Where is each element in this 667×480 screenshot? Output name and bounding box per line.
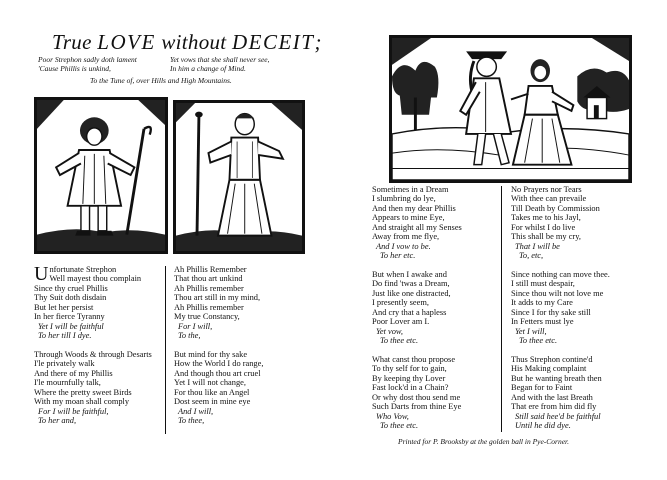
verse-line: That I will be xyxy=(515,241,560,251)
printer-imprint: Printed for P. Brooksby at the golden ball in Pye-Corner. xyxy=(398,437,570,446)
argument-line: Poor Strephon sadly doth lament xyxy=(38,55,137,64)
verse-line: I'le mournfully talk, xyxy=(34,378,101,388)
verse-line: I'le privately walk xyxy=(34,359,95,369)
verse-line: Yet I will, xyxy=(515,326,547,336)
verse-line: Began for to Faint xyxy=(511,383,573,393)
verse-line: With my moan shall comply xyxy=(34,397,130,407)
tune-line: To the Tune of, over Hills and High Mountains. xyxy=(90,76,232,85)
verse-line: But when I awake and xyxy=(372,270,447,280)
verse-line: Poor Lover am I. xyxy=(372,317,430,327)
verse-line: I slumbring do lye, xyxy=(372,194,436,204)
verse-line: To the, xyxy=(178,331,201,341)
verse-line: But mind for thy sake xyxy=(174,350,248,360)
verse-line: Since thy cruel Phillis xyxy=(34,283,108,293)
verse-line: By keeping thy Lover xyxy=(372,373,446,383)
verse-line: Yet I will be faithful xyxy=(38,321,104,331)
verse-line: Yet vow, xyxy=(376,326,403,336)
verse-line: Thy Suit doth disdain xyxy=(34,293,107,303)
stanza xyxy=(372,185,462,261)
verse-line: How the World I do range, xyxy=(174,359,264,369)
argument-left xyxy=(38,55,137,73)
verse-line: Fast lock'd in a Chain? xyxy=(372,383,449,393)
verse-line: Well mayest thou complain xyxy=(49,274,142,284)
verse-line: Dost seem in mine eye xyxy=(174,397,251,407)
verse-line: In Fetters must lye xyxy=(511,317,574,327)
ballad-title: True LOVE without DECEIT; xyxy=(52,30,322,54)
stanza xyxy=(174,350,263,426)
verse-line: To her till I dye. xyxy=(38,331,92,341)
verse-line: To her etc. xyxy=(380,251,416,261)
stanza xyxy=(372,355,462,431)
verse-line: Ah Phillis remember xyxy=(174,302,244,312)
stanza xyxy=(34,350,152,426)
verse-line: I presently seem, xyxy=(372,298,429,308)
verse-line: And then my dear Phillis xyxy=(372,203,456,213)
verse-line: To her and, xyxy=(38,416,77,426)
column-rule xyxy=(501,186,502,432)
verse-line: Still said hee'd be faithful xyxy=(515,411,601,421)
verse-line: For I will, xyxy=(178,321,213,331)
verse-line: Till Death by Commission xyxy=(511,203,600,213)
stanza xyxy=(174,265,263,341)
verse-line: Ah Phillis Remember xyxy=(174,265,247,274)
woodcut-woman-with-staff xyxy=(173,100,305,254)
verse-line: Or why dost thou send me xyxy=(372,392,461,402)
verse-line: That ere from him did fly xyxy=(511,402,597,412)
verse-line: And cry that a hapless xyxy=(372,307,447,317)
verse-line: Where the pretty sweet Birds xyxy=(34,387,132,397)
column-rule xyxy=(165,266,166,434)
verse-line: For I will be faithful, xyxy=(38,406,109,416)
verse-line: For thou like an Angel xyxy=(174,387,250,397)
verse-line: Do find 'twas a Dream, xyxy=(372,279,450,289)
verse-line: To, etc, xyxy=(519,251,544,261)
verse-column-4 xyxy=(511,185,610,440)
stanza xyxy=(511,355,610,431)
verse-line: Appears to mine Eye, xyxy=(372,213,445,223)
stanza xyxy=(34,265,152,341)
verse-line: But he wanting breath then xyxy=(511,373,602,383)
stanza xyxy=(511,185,610,261)
verse-line: And I vow to be. xyxy=(376,241,431,251)
verse-line: Until he did dye. xyxy=(515,421,571,431)
verse-line: nfortunate Strephon xyxy=(49,265,117,274)
verse-line: To thee etc. xyxy=(519,336,558,346)
verse-line: And straight all my Senses xyxy=(372,222,462,232)
verse-line: Through Woods & through Desarts xyxy=(34,350,152,360)
verse-line: To thy self for to gain, xyxy=(372,364,447,374)
verse-line: Yet I will not change, xyxy=(174,378,246,388)
argument-right xyxy=(170,55,270,73)
verse-line: Who Vow, xyxy=(376,411,409,421)
verse-line: Takes me to his Jayl, xyxy=(511,213,581,223)
verse-line: Just like one distracted, xyxy=(372,288,451,298)
verse-line: That thou art unkind xyxy=(174,274,243,284)
woodcut-man-with-staff xyxy=(34,97,168,254)
verse-line: No Prayers nor Tears xyxy=(511,185,582,194)
verse-line: Since thou wilt not love me xyxy=(511,288,604,298)
verse-line: Thou art still in my mind, xyxy=(174,293,261,303)
verse-line: To thee etc. xyxy=(380,336,419,346)
verse-line: It adds to my Care xyxy=(511,298,573,308)
verse-line: To thee, xyxy=(178,416,205,426)
verse-line: In her fierce Tyranny xyxy=(34,312,105,322)
verse-line: This shall be my cry, xyxy=(511,232,581,242)
verse-line: But let her persist xyxy=(34,302,94,312)
stanza xyxy=(511,270,610,346)
verse-line: Since I for thy sake still xyxy=(511,307,591,317)
verse-line: Sometimes in a Dream xyxy=(372,185,449,194)
verse-line: And though thou art cruel xyxy=(174,368,261,378)
verse-line: His Making complaint xyxy=(511,364,587,374)
verse-line: Ah Phillis remember xyxy=(174,283,244,293)
verse-line: With thee can prevaile xyxy=(511,194,587,204)
verse-line: Since nothing can move thee. xyxy=(511,270,610,280)
verse-column-2 xyxy=(174,265,263,435)
verse-line: Such Darts from thine Eye xyxy=(372,402,462,412)
argument-line: 'Cause Phillis is unkind, xyxy=(38,64,111,73)
verse-line: What canst thou propose xyxy=(372,355,456,365)
argument-line: In him a change of Mind. xyxy=(170,64,246,73)
stanza xyxy=(372,270,462,346)
verse-line: And with the last Breath xyxy=(511,392,593,402)
woodcut-couple-walking xyxy=(389,35,632,183)
verse-line: And there of my Phillis xyxy=(34,368,113,378)
verse-line: And I will, xyxy=(178,406,214,416)
verse-column-3 xyxy=(372,185,462,440)
verse-line: I still must despair, xyxy=(511,279,575,289)
drop-cap: U xyxy=(34,263,49,285)
verse-line: For whilst I do live xyxy=(511,222,576,232)
verse-line: To thee etc. xyxy=(380,421,419,431)
verse-line: Thus Strephon contine'd xyxy=(511,355,593,365)
argument-line: Yet vows that she shall never see, xyxy=(170,55,270,64)
verse-line: My true Constancy, xyxy=(174,312,240,322)
verse-line: Away from me flye, xyxy=(372,232,440,242)
verse-column-1 xyxy=(34,265,152,435)
